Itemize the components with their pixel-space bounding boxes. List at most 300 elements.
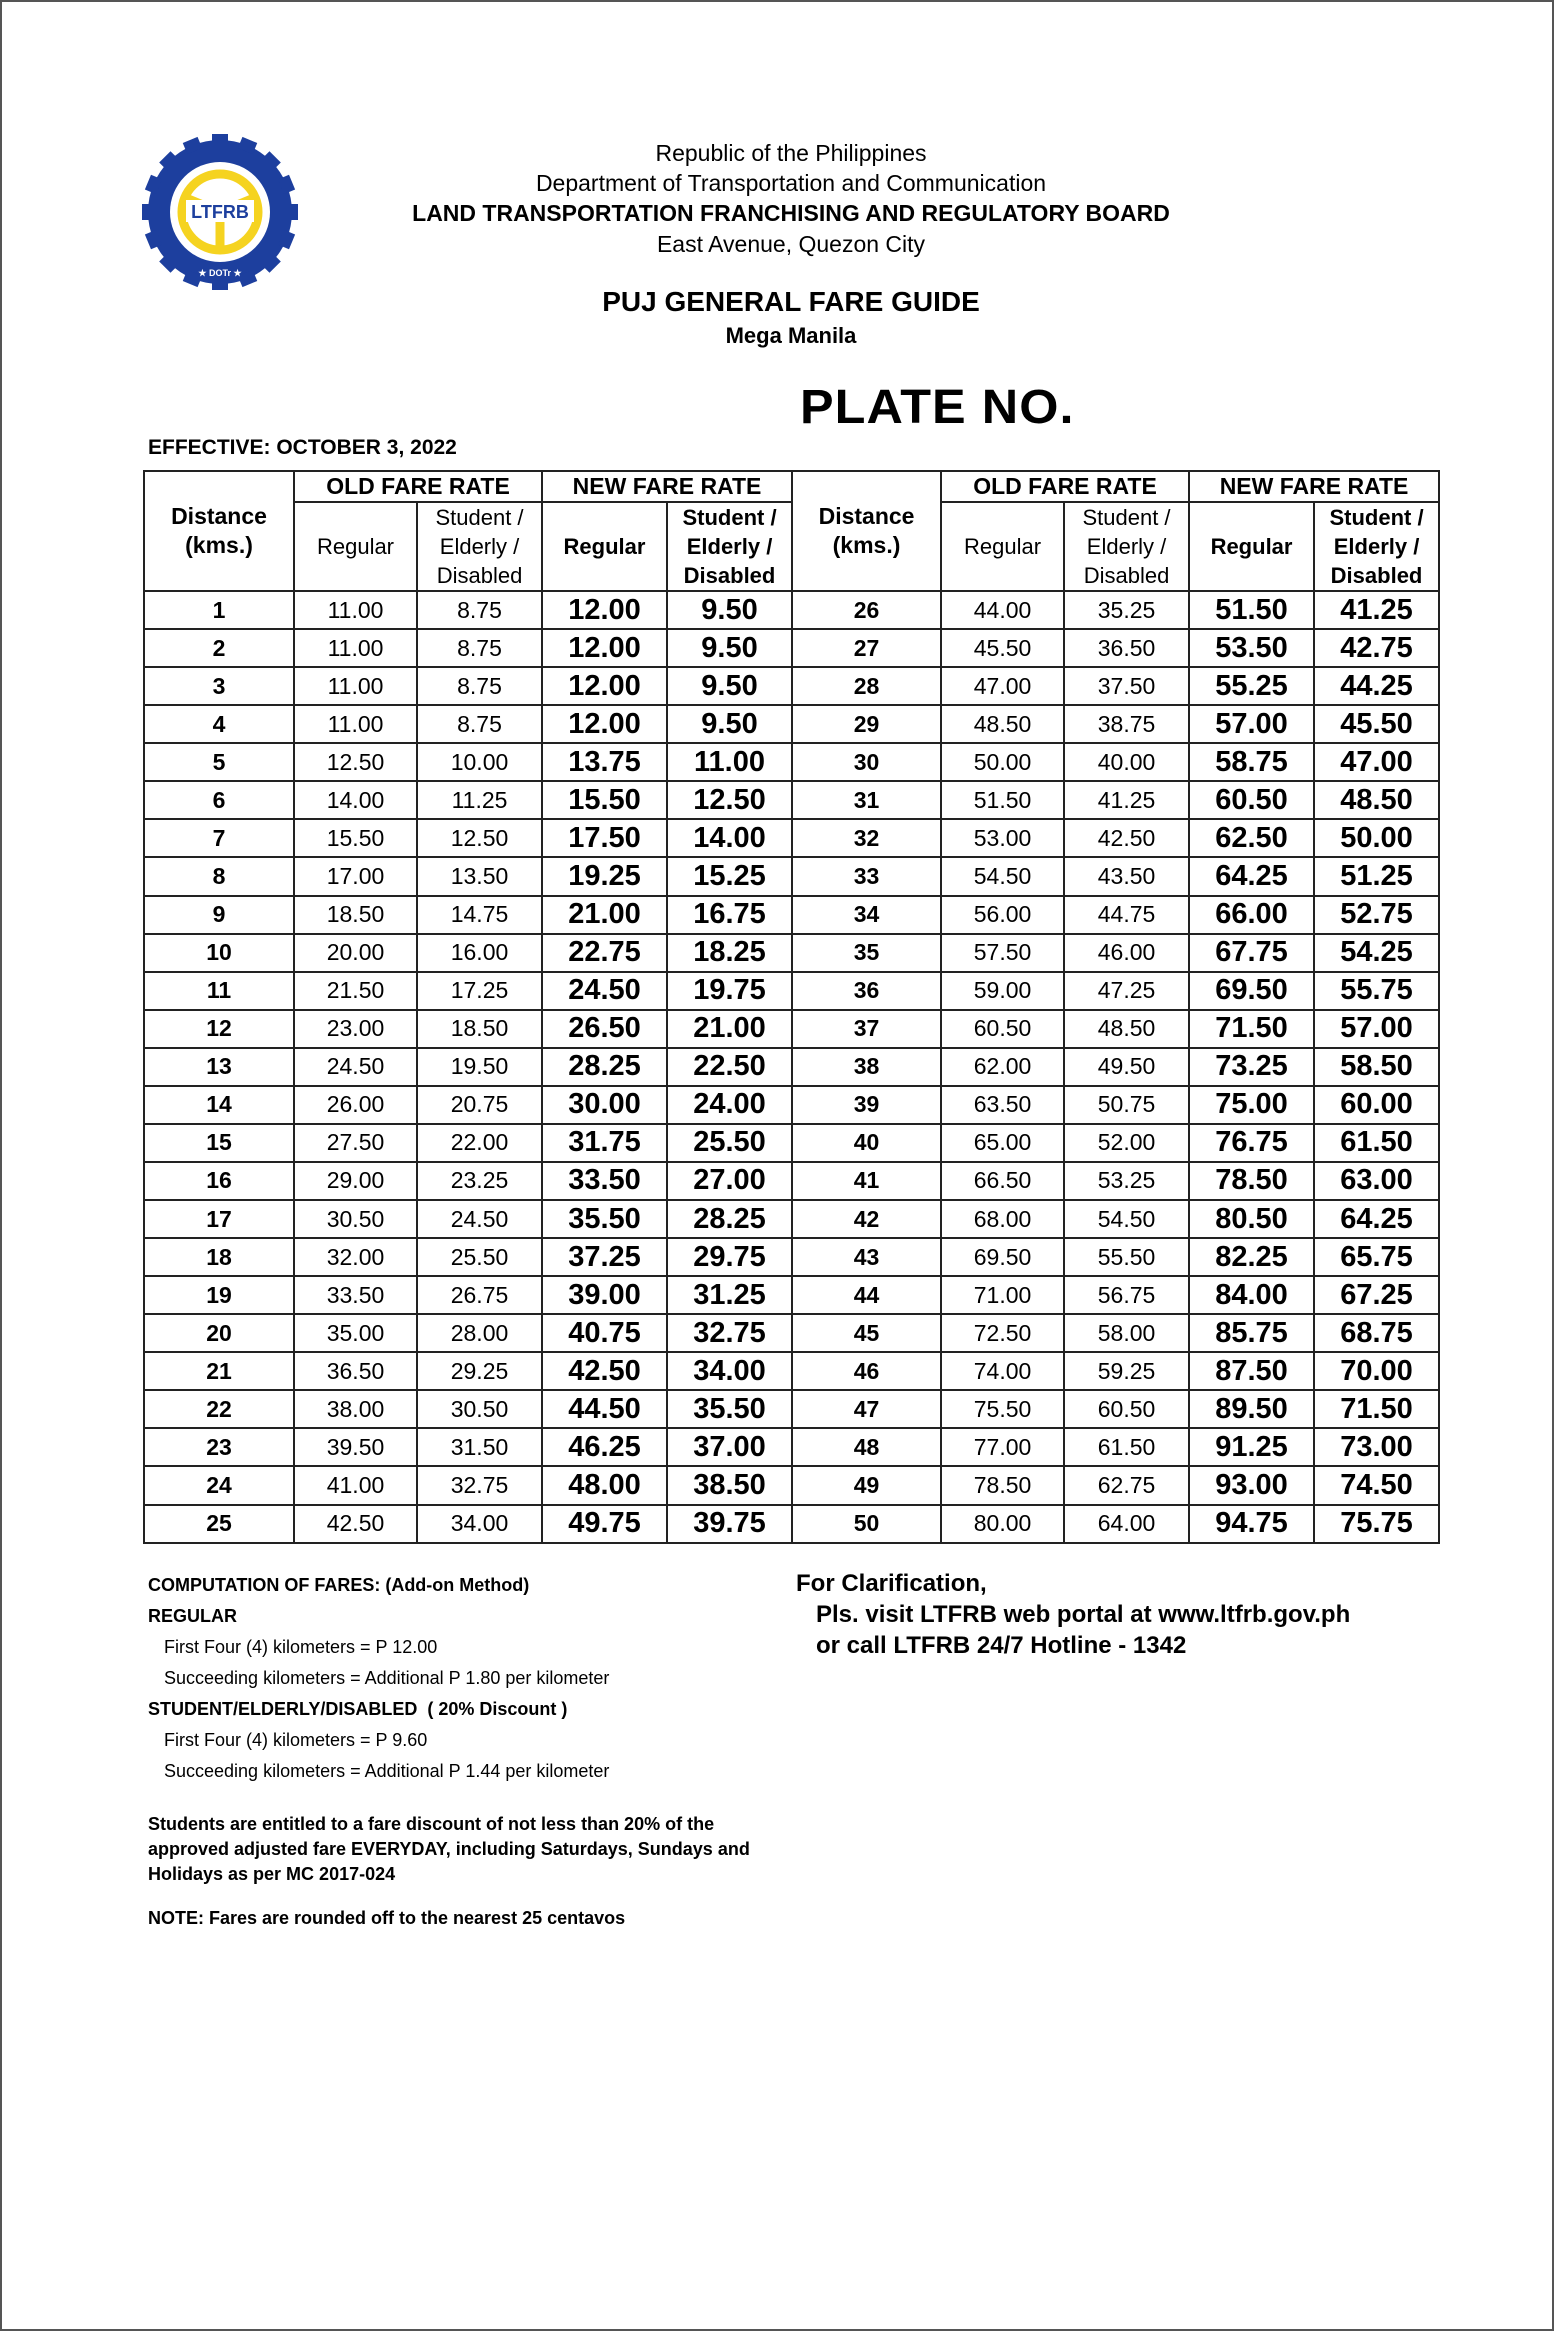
regular-succeeding: Succeeding kilometers = Additional P 1.80 per kilometer (164, 1668, 610, 1688)
header-department: Department of Transportation and Communication (535, 170, 1047, 196)
clarification-website: Pls. visit LTFRB web portal at www.ltfrb.gov.ph (816, 1601, 1351, 1628)
new-regular-fare: 40.75 (542, 1314, 667, 1352)
old-regular-fare: 47.00 (941, 667, 1064, 705)
new-discount-fare: 32.75 (667, 1314, 792, 1352)
old-discount-fare: 43.50 (1064, 857, 1189, 895)
new-fare-header: NEW FARE RATE (1189, 471, 1439, 502)
old-discount-fare: 60.50 (1064, 1390, 1189, 1428)
old-regular-fare: 18.50 (294, 896, 417, 934)
old-regular-fare: 11.00 (294, 629, 417, 667)
old-regular-fare: 54.50 (941, 857, 1064, 895)
distance-km: 23 (144, 1428, 294, 1466)
distance-km: 7 (144, 819, 294, 857)
svg-text:LTFRB: LTFRB (191, 202, 249, 222)
table-row (144, 743, 1439, 781)
new-regular-fare: 76.75 (1189, 1124, 1314, 1162)
kms-label: (kms.) (185, 532, 253, 558)
new-regular-fare: 51.50 (1189, 591, 1314, 629)
table-row (144, 781, 1439, 819)
table-row (144, 667, 1439, 705)
student-header-line: Disabled (1083, 563, 1170, 588)
old-discount-fare: 29.25 (417, 1352, 542, 1390)
new-regular-fare: 57.00 (1189, 705, 1314, 743)
new-discount-fare: 61.50 (1314, 1124, 1439, 1162)
old-regular-fare: 62.00 (941, 1048, 1064, 1086)
new-discount-fare: 44.25 (1314, 667, 1439, 705)
table-row (144, 857, 1439, 895)
header-agency: LAND TRANSPORTATION FRANCHISING AND REGULATORY BOARD (412, 200, 1170, 226)
distance-km: 32 (792, 819, 941, 857)
old-discount-fare: 19.50 (417, 1048, 542, 1086)
old-discount-fare: 25.50 (417, 1238, 542, 1276)
new-fare-header: NEW FARE RATE (542, 471, 792, 502)
distance-km: 6 (144, 781, 294, 819)
table-row (144, 1505, 1439, 1543)
old-discount-fare: 23.25 (417, 1162, 542, 1200)
new-regular-fare: 30.00 (542, 1086, 667, 1124)
new-regular-fare: 12.00 (542, 629, 667, 667)
old-discount-fare: 55.50 (1064, 1238, 1189, 1276)
new-discount-fare: 42.75 (1314, 629, 1439, 667)
old-discount-fare: 59.25 (1064, 1352, 1189, 1390)
student-header-line: Disabled (683, 563, 776, 588)
new-regular-fare: 19.25 (542, 857, 667, 895)
new-discount-fare: 52.75 (1314, 896, 1439, 934)
student-header-line: Student / (435, 505, 524, 530)
old-discount-fare: 50.75 (1064, 1086, 1189, 1124)
new-regular-fare: 53.50 (1189, 629, 1314, 667)
new-discount-fare: 51.25 (1314, 857, 1439, 895)
discount-succeeding: Succeeding kilometers = Additional P 1.44 per kilometer (164, 1761, 610, 1781)
new-regular-fare: 67.75 (1189, 934, 1314, 972)
old-regular-fare: 80.00 (941, 1505, 1064, 1543)
distance-label: Distance (818, 503, 915, 529)
old-regular-fare: 23.00 (294, 1010, 417, 1048)
new-regular-fare: 24.50 (542, 972, 667, 1010)
new-discount-fare: 50.00 (1314, 819, 1439, 857)
new-regular-fare: 94.75 (1189, 1505, 1314, 1543)
regular-column-header: Regular (294, 502, 417, 591)
distance-km: 28 (792, 667, 941, 705)
page-subtitle: Mega Manila (725, 323, 857, 348)
old-regular-fare: 51.50 (941, 781, 1064, 819)
new-regular-fare: 64.25 (1189, 857, 1314, 895)
new-regular-fare: 37.25 (542, 1238, 667, 1276)
clarification-hotline: or call LTFRB 24/7 Hotline - 1342 (816, 1632, 1187, 1659)
old-discount-fare: 48.50 (1064, 1010, 1189, 1048)
distance-km: 19 (144, 1276, 294, 1314)
old-regular-fare: 63.50 (941, 1086, 1064, 1124)
old-regular-fare: 78.50 (941, 1466, 1064, 1504)
new-discount-fare: 68.75 (1314, 1314, 1439, 1352)
distance-km: 22 (144, 1390, 294, 1428)
old-discount-fare: 13.50 (417, 857, 542, 895)
student-header-line: Disabled (436, 563, 523, 588)
table-row (144, 1200, 1439, 1238)
student-header-line: Elderly / (1086, 534, 1167, 559)
table-row (144, 1466, 1439, 1504)
old-discount-fare: 47.25 (1064, 972, 1189, 1010)
computation-discount: STUDENT/ELDERLY/DISABLED ( 20% Discount ) (148, 1699, 568, 1719)
distance-km: 10 (144, 934, 294, 972)
student-column-header (1064, 502, 1189, 591)
distance-km: 25 (144, 1505, 294, 1543)
old-regular-fare: 26.00 (294, 1086, 417, 1124)
distance-km: 4 (144, 705, 294, 743)
old-regular-fare: 41.00 (294, 1466, 417, 1504)
student-column-header (417, 502, 542, 591)
distance-km: 9 (144, 896, 294, 934)
new-regular-fare: 55.25 (1189, 667, 1314, 705)
distance-km: 14 (144, 1086, 294, 1124)
new-regular-fare: 93.00 (1189, 1466, 1314, 1504)
new-discount-fare: 41.25 (1314, 591, 1439, 629)
new-discount-fare: 29.75 (667, 1238, 792, 1276)
kms-label: (kms.) (832, 532, 901, 558)
distance-km: 38 (792, 1048, 941, 1086)
students-note-line: approved adjusted fare EVERYDAY, including Saturdays, Sundays and (148, 1839, 750, 1859)
old-regular-fare: 48.50 (941, 705, 1064, 743)
regular-column-header: Regular (1189, 502, 1314, 591)
old-regular-fare: 35.00 (294, 1314, 417, 1352)
new-regular-fare: 21.00 (542, 896, 667, 934)
old-discount-fare: 32.75 (417, 1466, 542, 1504)
new-regular-fare: 75.00 (1189, 1086, 1314, 1124)
new-discount-fare: 34.00 (667, 1352, 792, 1390)
distance-km: 3 (144, 667, 294, 705)
old-regular-fare: 77.00 (941, 1428, 1064, 1466)
old-regular-fare: 14.00 (294, 781, 417, 819)
old-regular-fare: 30.50 (294, 1200, 417, 1238)
distance-km: 44 (792, 1276, 941, 1314)
old-fare-header: OLD FARE RATE (941, 471, 1189, 502)
old-regular-fare: 60.50 (941, 1010, 1064, 1048)
table-row (144, 1086, 1439, 1124)
new-regular-fare: 15.50 (542, 781, 667, 819)
new-discount-fare: 54.25 (1314, 934, 1439, 972)
regular-column-header: Regular (941, 502, 1064, 591)
new-regular-fare: 82.25 (1189, 1238, 1314, 1276)
old-fare-header: OLD FARE RATE (294, 471, 542, 502)
new-discount-fare: 25.50 (667, 1124, 792, 1162)
new-discount-fare: 75.75 (1314, 1505, 1439, 1543)
new-discount-fare: 64.25 (1314, 1200, 1439, 1238)
old-discount-fare: 41.25 (1064, 781, 1189, 819)
old-discount-fare: 64.00 (1064, 1505, 1189, 1543)
old-discount-fare: 37.50 (1064, 667, 1189, 705)
distance-km: 16 (144, 1162, 294, 1200)
new-regular-fare: 46.25 (542, 1428, 667, 1466)
distance-km: 13 (144, 1048, 294, 1086)
distance-km: 40 (792, 1124, 941, 1162)
old-discount-fare: 24.50 (417, 1200, 542, 1238)
old-regular-fare: 32.00 (294, 1238, 417, 1276)
old-regular-fare: 53.00 (941, 819, 1064, 857)
effective-date: EFFECTIVE: OCTOBER 3, 2022 (148, 436, 457, 459)
new-regular-fare: 12.00 (542, 591, 667, 629)
old-discount-fare: 34.00 (417, 1505, 542, 1543)
distance-km: 46 (792, 1352, 941, 1390)
old-discount-fare: 8.75 (417, 629, 542, 667)
table-row (144, 1238, 1439, 1276)
old-regular-fare: 38.00 (294, 1390, 417, 1428)
new-regular-fare: 42.50 (542, 1352, 667, 1390)
new-regular-fare: 39.00 (542, 1276, 667, 1314)
new-discount-fare: 12.50 (667, 781, 792, 819)
new-regular-fare: 85.75 (1189, 1314, 1314, 1352)
new-regular-fare: 84.00 (1189, 1276, 1314, 1314)
table-row (144, 705, 1439, 743)
old-regular-fare: 11.00 (294, 705, 417, 743)
old-discount-fare: 20.75 (417, 1086, 542, 1124)
distance-km: 43 (792, 1238, 941, 1276)
new-regular-fare: 89.50 (1189, 1390, 1314, 1428)
table-row (144, 1162, 1439, 1200)
new-discount-fare: 37.00 (667, 1428, 792, 1466)
student-header-line: Elderly / (1333, 534, 1420, 559)
old-regular-fare: 17.00 (294, 857, 417, 895)
distance-km: 45 (792, 1314, 941, 1352)
distance-km: 47 (792, 1390, 941, 1428)
distance-km: 36 (792, 972, 941, 1010)
table-row (144, 1010, 1439, 1048)
new-regular-fare: 58.75 (1189, 743, 1314, 781)
table-row (144, 1428, 1439, 1466)
new-regular-fare: 78.50 (1189, 1162, 1314, 1200)
new-regular-fare: 71.50 (1189, 1010, 1314, 1048)
old-discount-fare: 38.75 (1064, 705, 1189, 743)
clarification (796, 1568, 1350, 1661)
new-regular-fare: 80.50 (1189, 1200, 1314, 1238)
distance-km: 27 (792, 629, 941, 667)
old-discount-fare: 31.50 (417, 1428, 542, 1466)
old-discount-fare: 8.75 (417, 591, 542, 629)
distance-label: Distance (171, 503, 267, 529)
table-row (144, 972, 1439, 1010)
new-discount-fare: 74.50 (1314, 1466, 1439, 1504)
regular-first-four: First Four (4) kilometers = P 12.00 (164, 1637, 438, 1657)
distance-km: 26 (792, 591, 941, 629)
page-title: PUJ GENERAL FARE GUIDE (602, 286, 980, 317)
distance-km: 37 (792, 1010, 941, 1048)
old-discount-fare: 35.25 (1064, 591, 1189, 629)
old-discount-fare: 28.00 (417, 1314, 542, 1352)
old-discount-fare: 11.25 (417, 781, 542, 819)
distance-km: 15 (144, 1124, 294, 1162)
distance-km: 31 (792, 781, 941, 819)
new-discount-fare: 39.75 (667, 1505, 792, 1543)
old-regular-fare: 72.50 (941, 1314, 1064, 1352)
computation-title: COMPUTATION OF FARES: (Add-on Method) (148, 1575, 530, 1595)
table-row (144, 819, 1439, 857)
table-row (144, 1276, 1439, 1314)
distance-km: 24 (144, 1466, 294, 1504)
old-regular-fare: 39.50 (294, 1428, 417, 1466)
table-row (144, 934, 1439, 972)
distance-km: 48 (792, 1428, 941, 1466)
old-discount-fare: 49.50 (1064, 1048, 1189, 1086)
old-discount-fare: 44.75 (1064, 896, 1189, 934)
new-discount-fare: 60.00 (1314, 1086, 1439, 1124)
plate-number-label: PLATE NO. (800, 381, 1075, 434)
new-discount-fare: 21.00 (667, 1010, 792, 1048)
student-header-line: Student / (1082, 505, 1171, 530)
old-discount-fare: 12.50 (417, 819, 542, 857)
student-header-line: Student / (682, 505, 777, 530)
old-regular-fare: 33.50 (294, 1276, 417, 1314)
new-discount-fare: 58.50 (1314, 1048, 1439, 1086)
old-regular-fare: 36.50 (294, 1352, 417, 1390)
clarification-title: For Clarification, (796, 1570, 987, 1597)
new-discount-fare: 24.00 (667, 1086, 792, 1124)
computation-regular: REGULAR (148, 1606, 237, 1626)
new-regular-fare: 49.75 (542, 1505, 667, 1543)
distance-km: 42 (792, 1200, 941, 1238)
new-discount-fare: 15.25 (667, 857, 792, 895)
old-regular-fare: 12.50 (294, 743, 417, 781)
new-discount-fare: 35.50 (667, 1390, 792, 1428)
distance-km: 11 (144, 972, 294, 1010)
old-regular-fare: 29.00 (294, 1162, 417, 1200)
new-discount-fare: 16.75 (667, 896, 792, 934)
new-discount-fare: 71.50 (1314, 1390, 1439, 1428)
distance-km: 21 (144, 1352, 294, 1390)
new-regular-fare: 48.00 (542, 1466, 667, 1504)
new-discount-fare: 45.50 (1314, 705, 1439, 743)
old-regular-fare: 15.50 (294, 819, 417, 857)
distance-km: 33 (792, 857, 941, 895)
old-regular-fare: 21.50 (294, 972, 417, 1010)
new-discount-fare: 28.25 (667, 1200, 792, 1238)
new-discount-fare: 57.00 (1314, 1010, 1439, 1048)
student-header-line: Disabled (1330, 563, 1423, 588)
distance-km: 39 (792, 1086, 941, 1124)
new-discount-fare: 63.00 (1314, 1162, 1439, 1200)
new-regular-fare: 35.50 (542, 1200, 667, 1238)
old-regular-fare: 24.50 (294, 1048, 417, 1086)
distance-km: 35 (792, 934, 941, 972)
old-discount-fare: 36.50 (1064, 629, 1189, 667)
new-discount-fare: 19.75 (667, 972, 792, 1010)
old-regular-fare: 56.00 (941, 896, 1064, 934)
student-header-line: Student / (1329, 505, 1424, 530)
new-regular-fare: 66.00 (1189, 896, 1314, 934)
distance-header (144, 471, 294, 591)
distance-km: 17 (144, 1200, 294, 1238)
old-discount-fare: 8.75 (417, 667, 542, 705)
student-header-line: Elderly / (686, 534, 773, 559)
old-regular-fare: 57.50 (941, 934, 1064, 972)
old-regular-fare: 50.00 (941, 743, 1064, 781)
new-discount-fare: 65.75 (1314, 1238, 1439, 1276)
old-discount-fare: 56.75 (1064, 1276, 1189, 1314)
new-discount-fare: 9.50 (667, 591, 792, 629)
old-discount-fare: 22.00 (417, 1124, 542, 1162)
old-regular-fare: 71.00 (941, 1276, 1064, 1314)
old-discount-fare: 61.50 (1064, 1428, 1189, 1466)
new-discount-fare: 55.75 (1314, 972, 1439, 1010)
old-regular-fare: 74.00 (941, 1352, 1064, 1390)
new-discount-fare: 9.50 (667, 629, 792, 667)
old-discount-fare: 30.50 (417, 1390, 542, 1428)
table-row (144, 1390, 1439, 1428)
distance-km: 2 (144, 629, 294, 667)
new-discount-fare: 73.00 (1314, 1428, 1439, 1466)
distance-km: 50 (792, 1505, 941, 1543)
new-regular-fare: 60.50 (1189, 781, 1314, 819)
new-regular-fare: 87.50 (1189, 1352, 1314, 1390)
old-regular-fare: 68.00 (941, 1200, 1064, 1238)
students-note-line: Holidays as per MC 2017-024 (148, 1864, 396, 1884)
distance-km: 30 (792, 743, 941, 781)
old-discount-fare: 54.50 (1064, 1200, 1189, 1238)
new-discount-fare: 70.00 (1314, 1352, 1439, 1390)
old-discount-fare: 10.00 (417, 743, 542, 781)
new-regular-fare: 33.50 (542, 1162, 667, 1200)
regular-column-header: Regular (542, 502, 667, 591)
svg-text:★ DOTr ★: ★ DOTr ★ (198, 268, 242, 278)
old-discount-fare: 42.50 (1064, 819, 1189, 857)
new-regular-fare: 26.50 (542, 1010, 667, 1048)
distance-km: 18 (144, 1238, 294, 1276)
new-discount-fare: 38.50 (667, 1466, 792, 1504)
new-discount-fare: 22.50 (667, 1048, 792, 1086)
new-discount-fare: 31.25 (667, 1276, 792, 1314)
new-regular-fare: 22.75 (542, 934, 667, 972)
table-row (144, 1048, 1439, 1086)
new-regular-fare: 62.50 (1189, 819, 1314, 857)
table-row (144, 629, 1439, 667)
new-regular-fare: 17.50 (542, 819, 667, 857)
old-discount-fare: 53.25 (1064, 1162, 1189, 1200)
new-discount-fare: 67.25 (1314, 1276, 1439, 1314)
table-row (144, 1314, 1439, 1352)
new-discount-fare: 9.50 (667, 705, 792, 743)
new-discount-fare: 27.00 (667, 1162, 792, 1200)
old-regular-fare: 11.00 (294, 591, 417, 629)
new-discount-fare: 11.00 (667, 743, 792, 781)
table-row (144, 1124, 1439, 1162)
old-discount-fare: 62.75 (1064, 1466, 1189, 1504)
students-note-line: Students are entitled to a fare discount of not less than 20% of the (148, 1814, 715, 1834)
old-discount-fare: 17.25 (417, 972, 542, 1010)
old-regular-fare: 20.00 (294, 934, 417, 972)
old-discount-fare: 58.00 (1064, 1314, 1189, 1352)
old-discount-fare: 16.00 (417, 934, 542, 972)
distance-km: 8 (144, 857, 294, 895)
new-discount-fare: 18.25 (667, 934, 792, 972)
new-discount-fare: 47.00 (1314, 743, 1439, 781)
old-regular-fare: 75.50 (941, 1390, 1064, 1428)
new-regular-fare: 73.25 (1189, 1048, 1314, 1086)
new-regular-fare: 31.75 (542, 1124, 667, 1162)
student-column-header (1314, 502, 1439, 591)
header-republic: Republic of the Philippines (655, 140, 927, 166)
distance-km: 1 (144, 591, 294, 629)
new-regular-fare: 28.25 (542, 1048, 667, 1086)
distance-km: 41 (792, 1162, 941, 1200)
old-regular-fare: 65.00 (941, 1124, 1064, 1162)
student-column-header (667, 502, 792, 591)
old-discount-fare: 40.00 (1064, 743, 1189, 781)
new-discount-fare: 9.50 (667, 667, 792, 705)
old-regular-fare: 69.50 (941, 1238, 1064, 1276)
distance-km: 34 (792, 896, 941, 934)
distance-km: 5 (144, 743, 294, 781)
old-discount-fare: 46.00 (1064, 934, 1189, 972)
new-discount-fare: 14.00 (667, 819, 792, 857)
distance-header (792, 471, 941, 591)
